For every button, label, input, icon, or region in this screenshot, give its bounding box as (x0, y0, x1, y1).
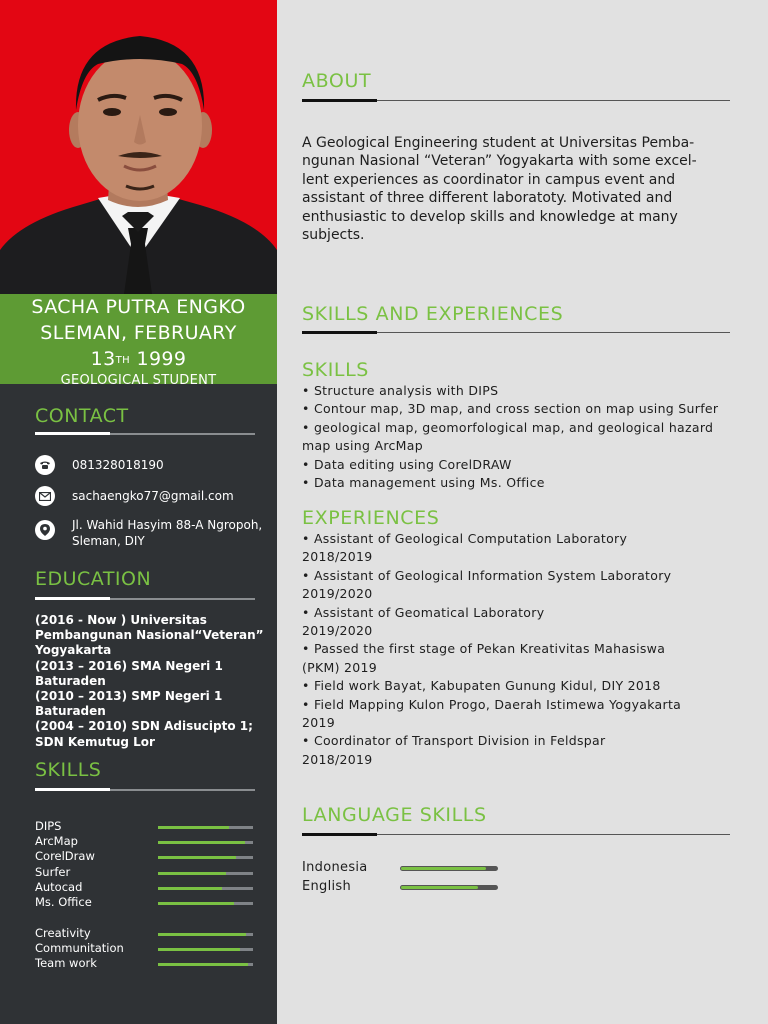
education-line: Baturaden (35, 704, 106, 719)
education-list (35, 613, 270, 750)
skill-bar-track (158, 856, 253, 859)
contact-address-row (35, 517, 262, 549)
language-label: Indonesia (302, 860, 368, 875)
skill-bar-fill (158, 963, 248, 966)
language-bar-track (400, 885, 498, 890)
contact-divider (35, 433, 255, 435)
skill-bar-fill (158, 933, 246, 936)
skill-label: Communitation (35, 941, 124, 956)
language-label: English (302, 878, 352, 894)
side-skills-heading: SKILLS (35, 759, 102, 781)
about-line: enthusiastic to develop skills and knowledge at many (302, 208, 678, 225)
skill-row (35, 926, 255, 941)
birth-day-suffix: TH (115, 355, 130, 366)
skill-bar-fill (158, 948, 240, 951)
address-line-2: Sleman, DIY (72, 534, 145, 548)
location-pin-icon (35, 520, 55, 540)
education-line: Baturaden (35, 673, 106, 688)
education-line: Pembangunan Nasional“Veteran” (35, 628, 264, 643)
skills-list (302, 382, 742, 492)
skills-subheading: SKILLS (302, 359, 369, 381)
skill-bar-fill (158, 841, 245, 844)
skill-bar-fill (158, 826, 229, 829)
education-divider (35, 598, 255, 600)
about-divider (302, 100, 730, 101)
education-line: (2013 – 2016) SMA Negeri 1 (35, 658, 223, 673)
experience-item: 2019/2020 (302, 623, 373, 639)
experience-item: • Assistant of Geomatical Laboratory (302, 604, 545, 620)
address-line-1: Jl. Wahid Hasyim 88-A Ngropoh, (72, 518, 263, 532)
experience-item: • Assistant of Geological Information System Laboratory (302, 567, 672, 583)
sidebar (0, 0, 277, 1024)
experience-item: 2018/2019 (302, 751, 373, 767)
skill-row (35, 941, 255, 956)
skill-bar-track (158, 948, 253, 951)
skill-item: map using ArcMap (302, 438, 423, 454)
experience-item: (PKM) 2019 (302, 659, 378, 675)
language-heading: LANGUAGE SKILLS (302, 804, 487, 826)
skill-bar-track (158, 841, 253, 844)
skill-row (35, 956, 255, 971)
experiences-list (302, 530, 742, 769)
education-line: (2010 – 2013) SMP Negeri 1 (35, 689, 223, 704)
skill-bar-fill (158, 887, 222, 890)
skill-label: Autocad (35, 879, 83, 894)
skill-item: • Structure analysis with DIPS (302, 383, 499, 398)
email-address: sachaengko77@gmail.com (72, 489, 234, 503)
skill-row (35, 895, 255, 910)
education-line: (2016 - Now ) Universitas (35, 613, 207, 627)
skill-label: CorelDraw (35, 849, 95, 864)
skill-bar-fill (158, 902, 234, 905)
skill-bar-track (158, 963, 253, 966)
experience-item: • Passed the first stage of Pekan Kreativitas Mahasiswa (302, 641, 666, 657)
address (72, 517, 262, 549)
contact-heading: CONTACT (35, 405, 129, 427)
skill-label: Creativity (35, 926, 91, 940)
skill-label: Surfer (35, 864, 71, 879)
skill-item: • Data editing using CorelDRAW (302, 456, 512, 472)
experience-item: • Assistant of Geological Computation Laboratory (302, 531, 628, 546)
about-heading: ABOUT (302, 70, 372, 92)
skill-bar-track (158, 933, 253, 936)
skill-row (35, 880, 255, 895)
birth-place: SLEMAN, FEBRUARY (40, 322, 237, 344)
skill-row (35, 849, 255, 864)
experiences-subheading: EXPERIENCES (302, 507, 440, 529)
birth-year: 1999 (136, 348, 187, 370)
skills-experiences-heading: SKILLS AND EXPERIENCES (302, 303, 564, 325)
skill-item: • geological map, geomorfological map, and geological hazard (302, 419, 714, 435)
about-line: assistant of three different laboratoty. Motivated and (302, 190, 673, 207)
about-line: ngunan Nasional “Veteran” Yogyakarta with some excel- (302, 153, 697, 170)
birth-day: 13 (90, 348, 116, 370)
experience-item: 2019 (302, 715, 336, 731)
experience-item: • Coordinator of Transport Division in Feldspar (302, 733, 606, 749)
education-line: SDN Kemutug Lor (35, 734, 155, 749)
birth-date (0, 346, 277, 372)
name-band (0, 294, 277, 388)
skills-experiences-divider (302, 332, 730, 333)
side-skills-divider (35, 789, 255, 791)
skill-label: Team work (35, 956, 97, 971)
skill-label: ArcMap (35, 834, 78, 849)
about-line: A Geological Engineering student at Universitas Pemba- (302, 135, 695, 151)
skill-bar-track (158, 872, 253, 875)
skill-label: DIPS (35, 819, 62, 833)
role-title: GEOLOGICAL STUDENT (60, 373, 217, 388)
full-name: SACHA PUTRA ENGKO (31, 296, 246, 318)
language-row (302, 859, 502, 877)
contact-email-row (35, 486, 234, 506)
language-row (302, 878, 502, 896)
skill-row (35, 834, 255, 849)
skill-bar-track (158, 887, 253, 890)
experience-item: 2018/2019 (302, 549, 373, 565)
skill-bar-fill (158, 872, 226, 875)
education-heading: EDUCATION (35, 568, 152, 590)
skill-bar-track (158, 826, 253, 829)
contact-phone-row (35, 455, 164, 475)
experience-item: • Field work Bayat, Kabupaten Gunung Kidul, DIY 2018 (302, 678, 661, 694)
about-line: subjects. (302, 227, 365, 244)
phone-number: 081328018190 (72, 458, 164, 472)
skill-row (35, 819, 255, 834)
skill-row (35, 865, 255, 880)
profile-photo (0, 0, 277, 294)
skill-bar-track (158, 902, 253, 905)
skill-label: Ms. Office (35, 895, 92, 909)
education-line: Yogyakarta (35, 643, 112, 658)
phone-icon (35, 455, 55, 475)
experience-item: 2019/2020 (302, 586, 373, 602)
skill-item: • Data management using Ms. Office (302, 475, 545, 491)
skill-bar-fill (158, 856, 236, 859)
language-divider (302, 834, 730, 835)
education-line: (2004 – 2010) SDN Adisucipto 1; (35, 719, 253, 734)
language-bar-fill (401, 867, 486, 870)
about-line: lent experiences as coordinator in campus event and (302, 171, 676, 188)
about-paragraph (302, 134, 732, 244)
language-bar-track (400, 866, 498, 871)
language-bar-fill (401, 886, 478, 889)
experience-item: • Field Mapping Kulon Progo, Daerah Istimewa Yogyakarta (302, 696, 682, 712)
email-icon (35, 486, 55, 506)
skill-item: • Contour map, 3D map, and cross section on map using Surfer (302, 401, 719, 417)
